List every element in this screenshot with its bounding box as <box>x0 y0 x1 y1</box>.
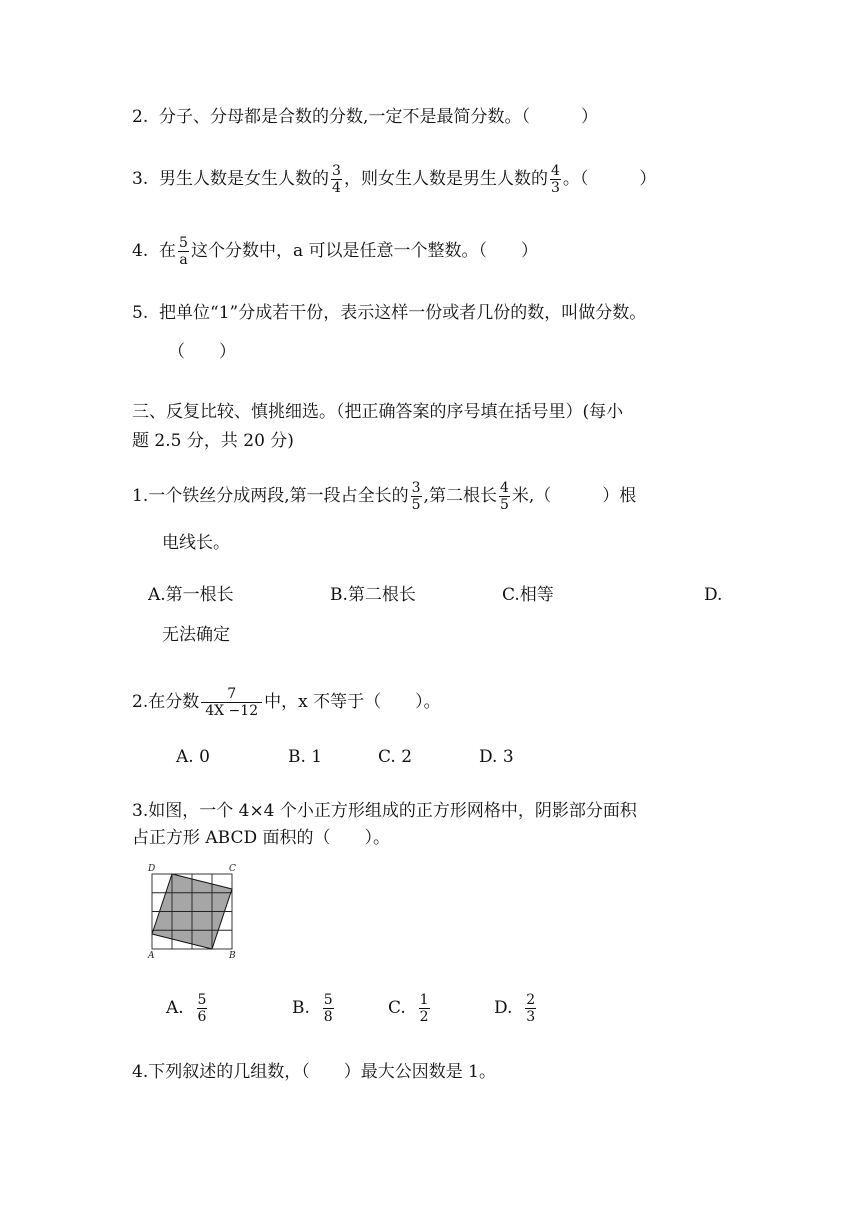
question-text: 中，x 不等于（ ）。 <box>264 692 441 712</box>
question-number: 2. <box>132 107 149 127</box>
question-text: ,第二根长 <box>423 486 497 506</box>
question-text: 分子、分母都是合数的分数,一定不是最简分数。（ ） <box>159 107 598 127</box>
fraction <box>550 163 561 196</box>
option-b <box>292 992 336 1025</box>
denominator: 3 <box>526 1009 536 1025</box>
denominator: 4 <box>332 180 341 196</box>
numerator: 3 <box>332 163 341 179</box>
question-text: 在 <box>159 241 177 261</box>
numerator: 3 <box>411 480 421 496</box>
question-text: 把单位“1”分成若干份，表示这样一份或者几份的数，叫做分数。 <box>159 303 647 323</box>
grid-figure <box>142 860 242 960</box>
question-text: ，则女生人数是男生人数的 <box>343 169 548 189</box>
option-label: A. <box>166 998 184 1018</box>
denominator: a <box>179 252 188 268</box>
numerator: 7 <box>227 686 237 702</box>
option-d-text: 无法确定 <box>162 625 230 645</box>
denominator: 3 <box>550 180 560 196</box>
question-text: 男生人数是女生人数的 <box>159 169 330 189</box>
fraction <box>419 992 430 1025</box>
fraction <box>331 163 342 196</box>
option-c <box>388 992 432 1025</box>
fraction <box>323 992 334 1025</box>
option-b: B.第二根长 <box>330 585 416 605</box>
fraction <box>201 686 262 719</box>
answer-paren: （ ） <box>168 342 236 362</box>
fraction <box>525 992 536 1025</box>
numerator: 1 <box>419 992 429 1008</box>
fraction <box>178 235 189 268</box>
question-text: 。（ ） <box>562 169 657 189</box>
option-d: D. 3 <box>479 747 514 767</box>
option-label: C. <box>388 998 406 1018</box>
choice-q3-line1: 3.如图，一个 4×4 个小正方形组成的正方形网格中，阴影部分面积 <box>132 801 637 821</box>
option-c: C. 2 <box>378 747 413 767</box>
option-a <box>166 992 209 1025</box>
choice-q2 <box>132 686 441 719</box>
choice-q3-line2: 占正方形 ABCD 面积的（ ）。 <box>132 828 391 848</box>
grid-lines <box>152 874 232 949</box>
corner-label-d: D <box>148 864 156 874</box>
option-label: D. <box>494 998 513 1018</box>
denominator: 2 <box>419 1009 429 1025</box>
option-d <box>494 992 538 1025</box>
judgment-q3 <box>132 163 656 196</box>
numerator: 5 <box>179 235 188 251</box>
question-number: 5. <box>132 303 149 323</box>
choice-q1 <box>132 480 636 513</box>
question-text-cont: 电线长。 <box>162 533 230 553</box>
question-text: 2.在分数 <box>132 692 200 712</box>
fraction <box>499 480 510 513</box>
choice-q4: 4.下列叙述的几组数，（ ）最大公因数是 1。 <box>132 1062 496 1082</box>
question-number: 4. <box>132 241 149 261</box>
option-d: D. <box>704 585 723 605</box>
question-text: 1.一个铁丝分成两段,第一段占全长的 <box>132 486 409 506</box>
numerator: 5 <box>323 992 333 1008</box>
numerator: 2 <box>526 992 536 1008</box>
option-a: A.第一根长 <box>148 585 234 605</box>
option-b: B. 1 <box>288 747 323 767</box>
denominator: 5 <box>411 497 421 513</box>
option-c: C.相等 <box>502 585 554 605</box>
grid-diagram <box>142 860 242 960</box>
numerator: 4 <box>499 480 509 496</box>
fraction <box>411 480 422 513</box>
section-title-cont: 题 2.5 分，共 20 分) <box>132 431 294 451</box>
numerator: 5 <box>197 992 207 1008</box>
corner-label-b: B <box>229 951 236 960</box>
section-title: 三、反复比较、慎挑细选。（把正确答案的序号填在括号里）(每小 <box>132 402 624 422</box>
question-number: 3. <box>132 169 149 189</box>
denominator: 6 <box>197 1009 207 1025</box>
judgment-q5 <box>132 302 646 324</box>
judgment-q2 <box>132 106 598 128</box>
corner-label-c: C <box>229 864 236 874</box>
question-text: 这个分数中，a 可以是任意一个整数。（ ） <box>190 241 539 261</box>
denominator: 4X −12 <box>201 702 262 719</box>
option-label: B. <box>292 998 310 1018</box>
question-text: 米,（ ）根 <box>511 486 637 506</box>
judgment-q4 <box>132 235 538 268</box>
option-a: A. 0 <box>176 747 210 767</box>
corner-label-a: A <box>148 951 155 960</box>
numerator: 4 <box>550 163 560 179</box>
denominator: 5 <box>499 497 509 513</box>
denominator: 8 <box>323 1009 333 1025</box>
fraction <box>197 992 208 1025</box>
